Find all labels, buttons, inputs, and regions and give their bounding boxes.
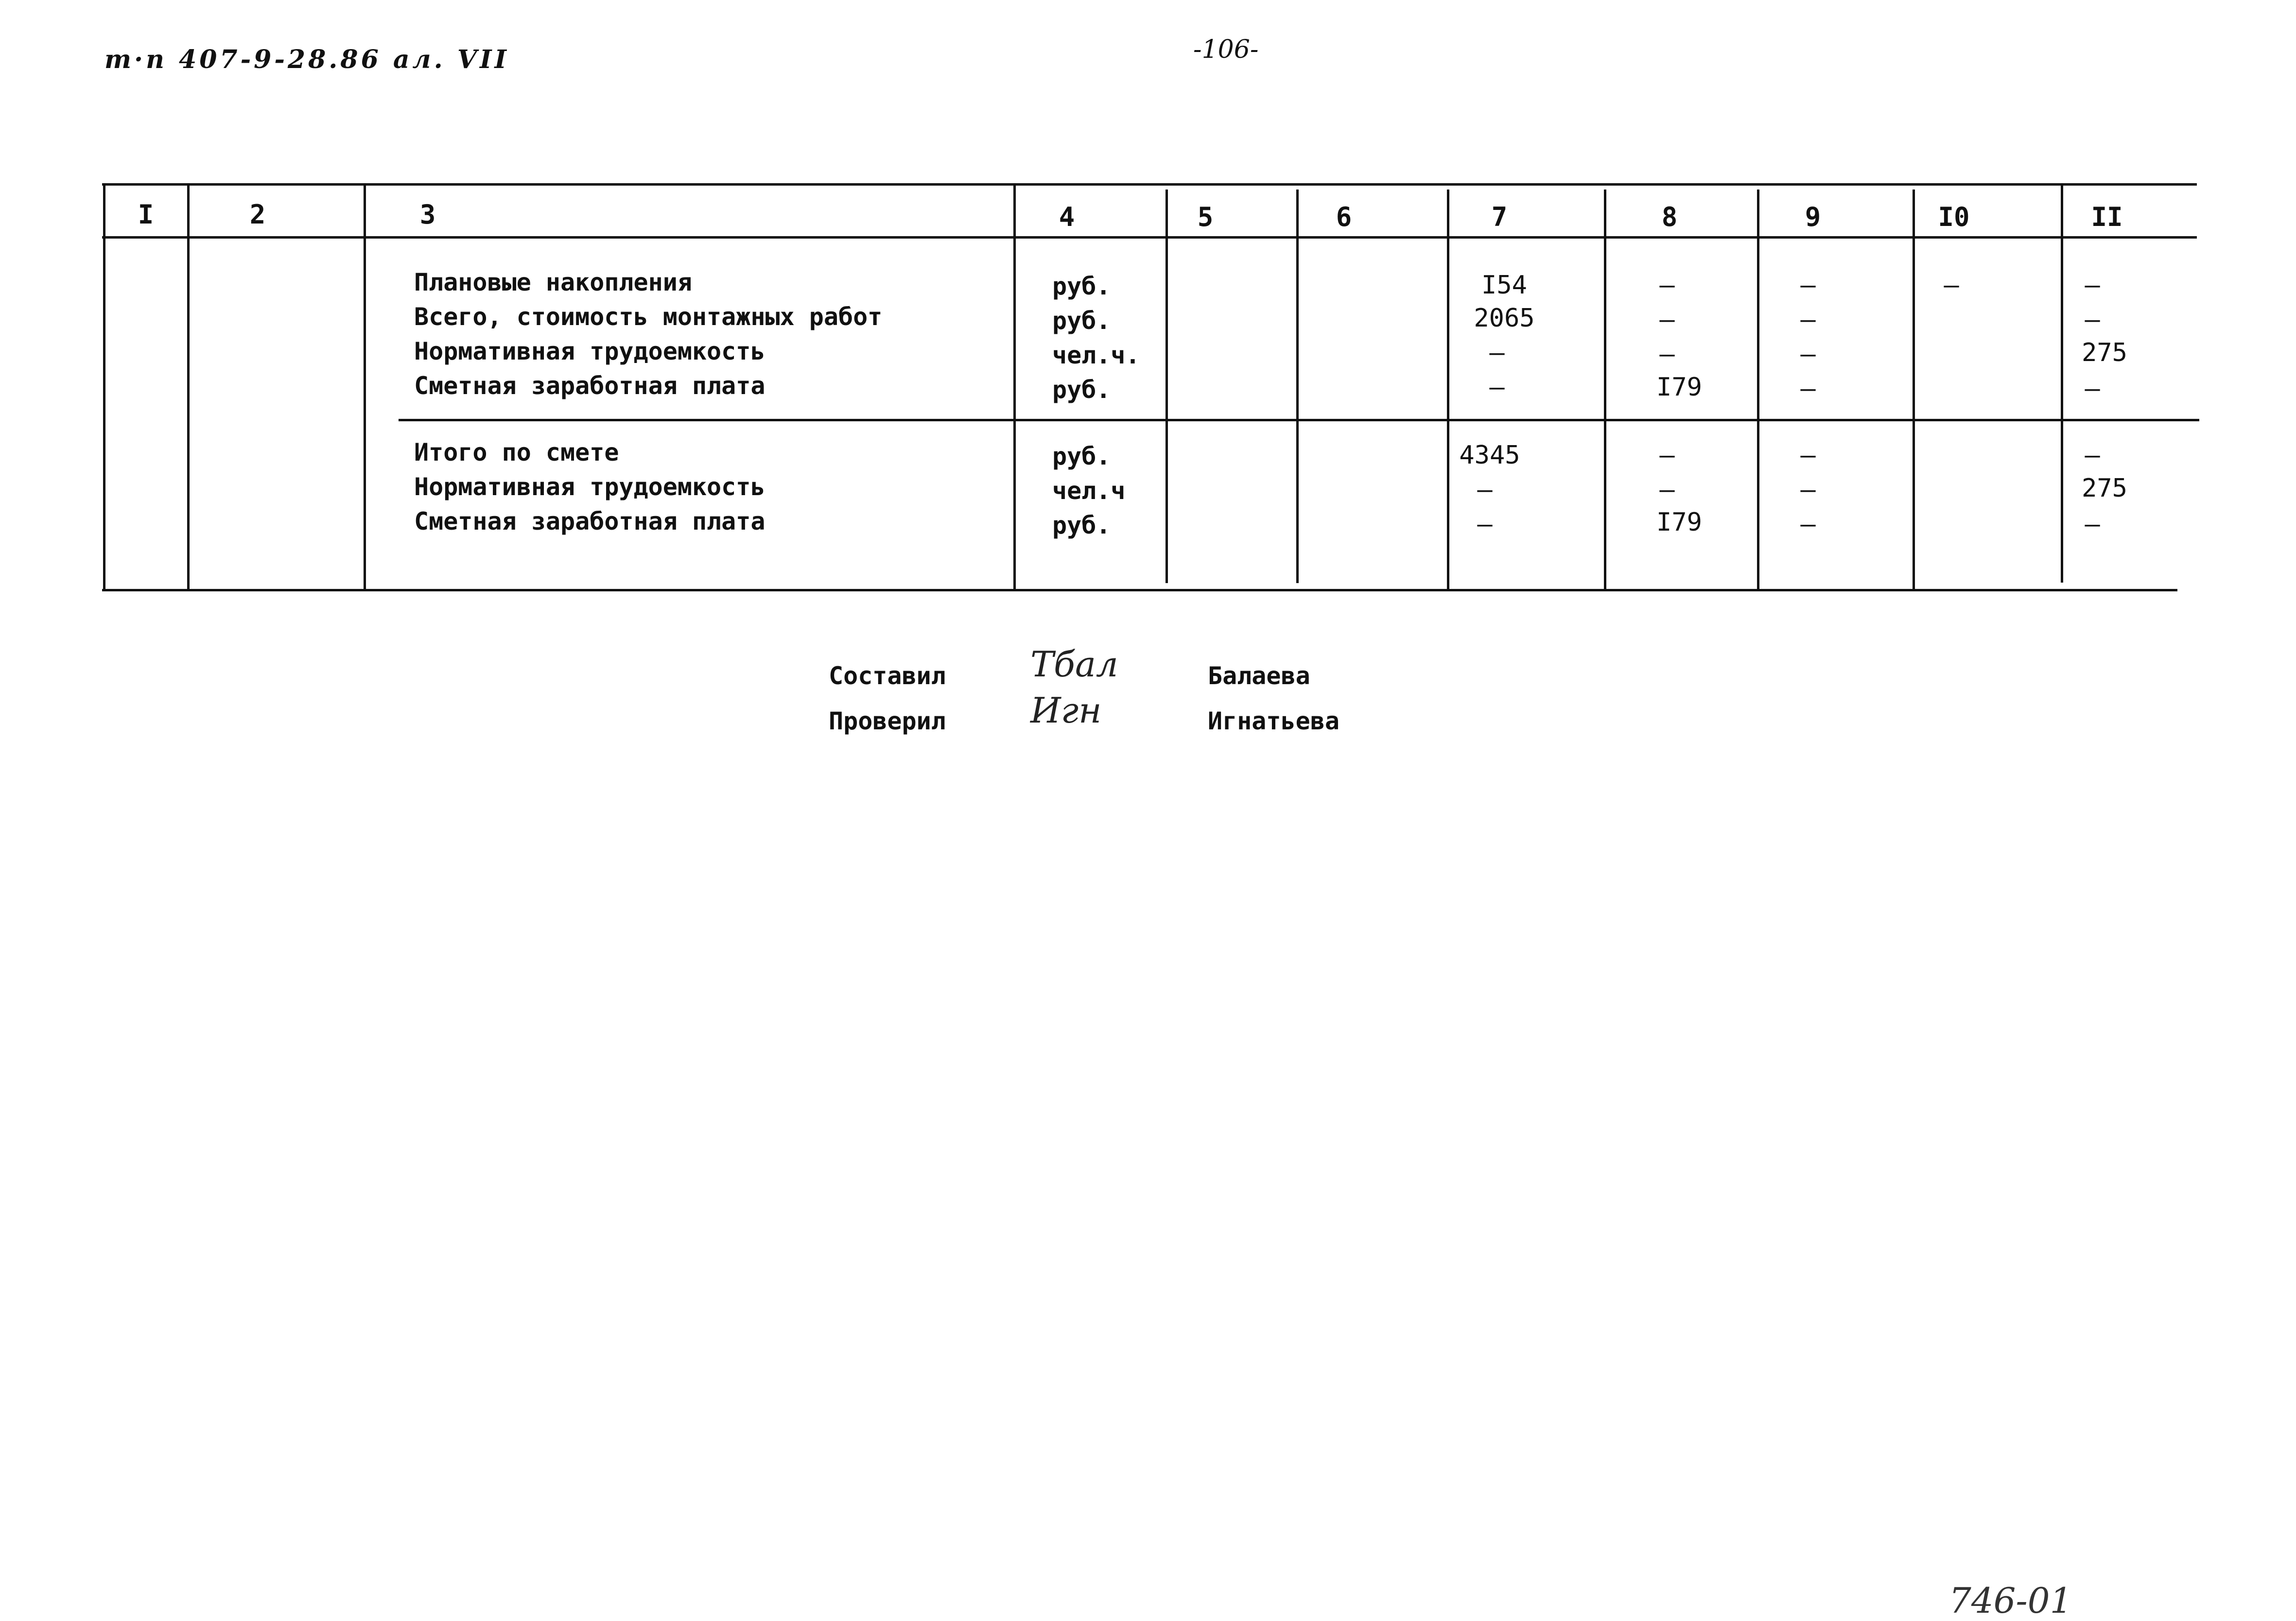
column-number: 9 [1805,202,1821,232]
col-rule [1913,190,1915,589]
cell-col9: – [1800,271,1816,300]
row-unit: руб. [1052,511,1111,539]
checked-by-label: Проверил [829,707,946,735]
footer-code: 746-01 [1949,1580,2072,1621]
compiled-by-name: Балаева [1208,662,1310,690]
col-rule [187,183,190,589]
cell-col11: – [2085,305,2100,334]
compiled-by-label: Составил [829,662,946,690]
header-bottom-rule [102,236,2197,239]
table-bottom-rule [102,589,2177,591]
cell-col8: I79 [1656,373,1702,402]
cell-col8: I79 [1656,508,1702,537]
row-name: Сметная заработная плата [414,372,765,400]
cell-col10: – [1944,271,1959,300]
document-code: т·п 407-9-28.86 ал. VII [104,45,509,74]
row-name: Нормативная трудоемкость [414,473,765,501]
column-number: I [138,199,154,230]
cell-col11: 275 [2082,338,2127,367]
page-number: -106- [1193,35,1259,64]
column-number: 7 [1491,202,1508,232]
row-unit: чел.ч [1052,477,1126,505]
row-name: Всего, стоимость монтажных работ [414,303,883,331]
row-name: Итого по смете [414,438,619,466]
col-rule [1757,190,1759,589]
cell-col9: – [1800,340,1816,369]
cell-col9: – [1800,510,1816,539]
row-unit: руб. [1052,376,1111,404]
cell-col8: – [1659,441,1675,470]
row-name: Сметная заработная плата [414,507,765,535]
cell-col8: – [1659,475,1675,504]
cell-col8: – [1659,271,1675,300]
row-unit: руб. [1052,272,1111,300]
row-name: Плановые накопления [414,268,692,296]
cell-col9: – [1800,374,1816,403]
cell-col7: 2065 [1474,304,1535,333]
cell-col9: – [1800,441,1816,470]
cell-col9: – [1800,305,1816,334]
column-number: 8 [1661,202,1678,232]
cell-col11: – [2085,374,2100,403]
cell-col9: – [1800,475,1816,504]
col-rule [1604,190,1606,589]
column-number: 5 [1197,202,1214,232]
row-unit: руб. [1052,307,1111,335]
cell-col8: – [1659,305,1675,334]
column-number: I0 [1938,202,1970,232]
row-name: Нормативная трудоемкость [414,337,765,365]
cell-col7: – [1489,338,1505,367]
col-rule [1296,190,1299,583]
column-number: 4 [1059,202,1075,232]
compiled-by-signature: Тбал [1030,644,1118,685]
cell-col11: 275 [2082,474,2127,503]
column-number: 6 [1336,202,1352,232]
row-unit: руб. [1052,442,1111,470]
checked-by-name: Игнатьева [1208,707,1339,735]
cell-col11: – [2085,441,2100,470]
col-rule [364,183,366,589]
cell-col11: – [2085,271,2100,300]
column-number: 3 [419,199,436,230]
cell-col7: I54 [1481,271,1527,300]
cell-col7: 4345 [1459,441,1520,470]
column-number: II [2091,202,2123,232]
col-rule [1013,183,1016,589]
row-unit: чел.ч. [1052,341,1140,369]
checked-by-signature: Игн [1030,690,1102,731]
cell-col11: – [2085,510,2100,539]
col-rule [103,183,105,589]
table-top-rule [102,183,2197,186]
cell-col8: – [1659,340,1675,369]
cell-col7: – [1477,475,1493,504]
group-divider-rule [399,419,2199,421]
cell-col7: – [1477,510,1493,539]
col-rule [1165,190,1168,583]
cell-col7: – [1489,373,1505,402]
column-number: 2 [249,199,266,230]
